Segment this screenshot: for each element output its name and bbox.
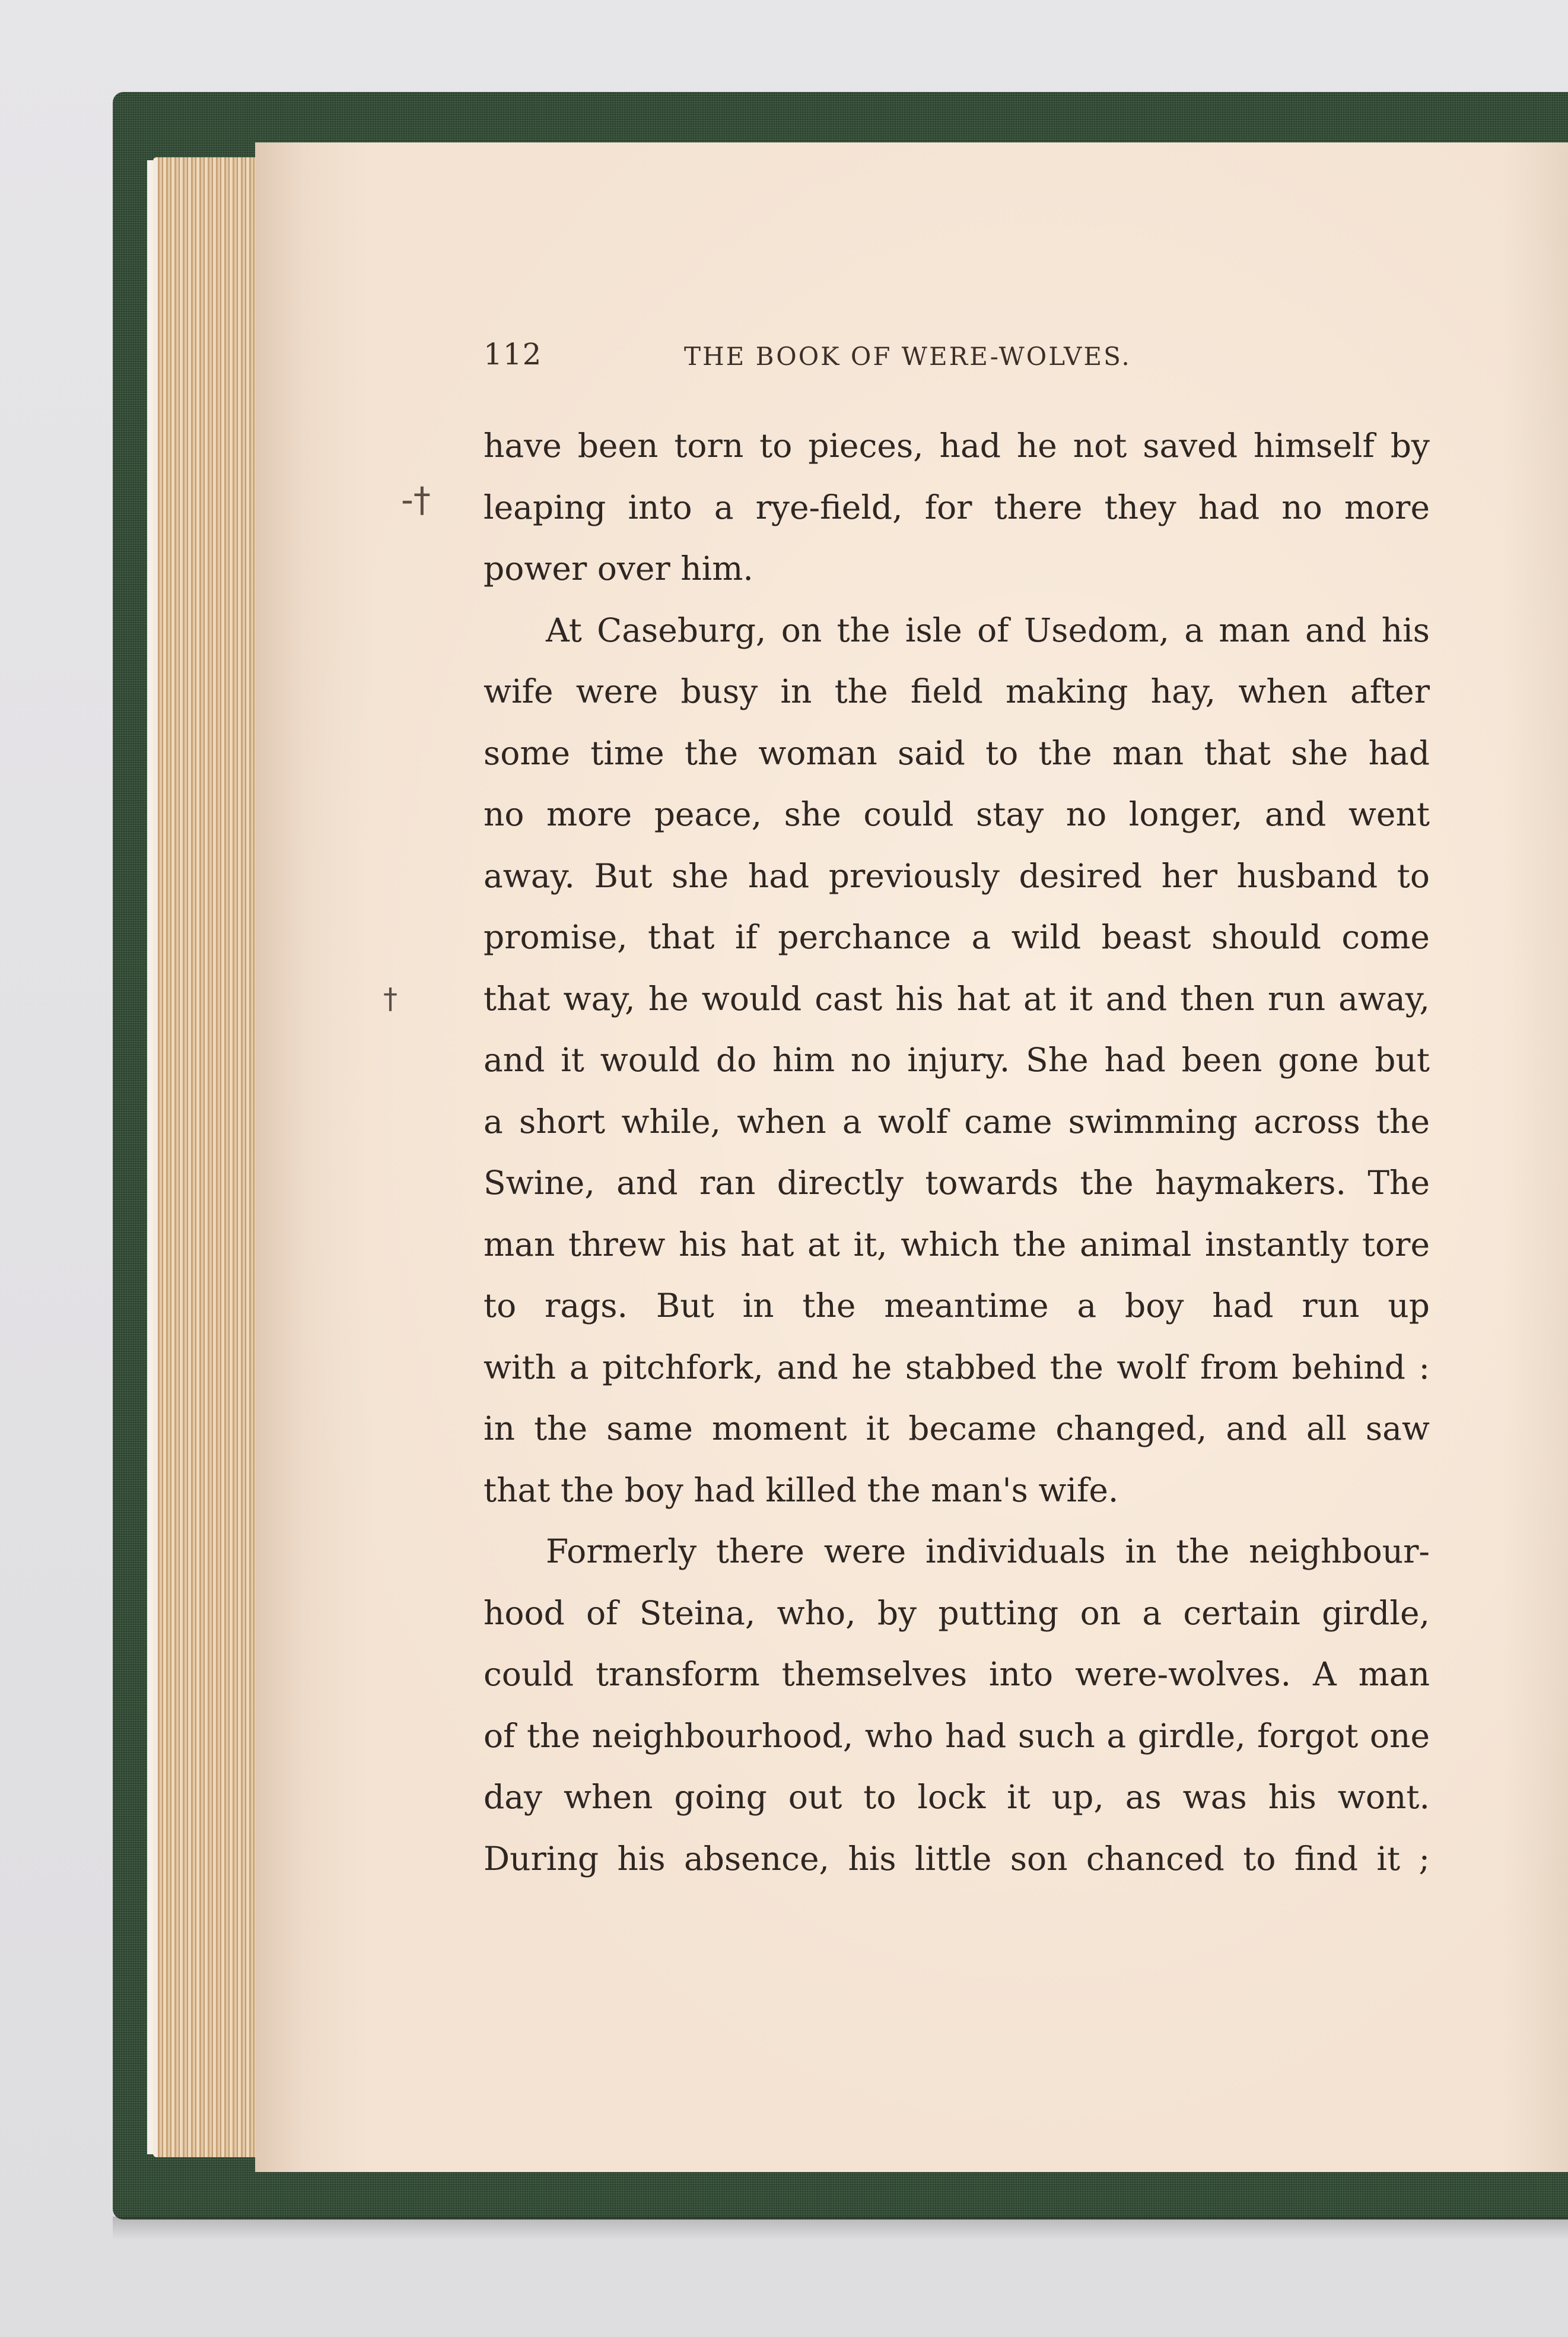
text-line: wife were busy in the field making hay, when after bbox=[484, 672, 1430, 710]
text-line: have been torn to pieces, had he not saved himself by bbox=[484, 427, 1430, 465]
text-line: a short while, when a wolf came swimming across the bbox=[484, 1102, 1430, 1141]
text-line: and it would do him no injury. She had been gone but bbox=[484, 1041, 1430, 1079]
text-line: away. But she had previously desired her husband to bbox=[484, 856, 1430, 895]
text-line: During his absence, his little son chanced to find it ; bbox=[484, 1839, 1430, 1878]
text-line: in the same moment it became changed, and all saw bbox=[484, 1409, 1430, 1447]
text-line: could transform themselves into were-wolves. A man bbox=[484, 1655, 1430, 1693]
text-line: At Caseburg, on the isle of Usedom, a man and his bbox=[546, 611, 1430, 649]
text-line: of the neighbourhood, who had such a girdle, forgot one bbox=[484, 1716, 1430, 1755]
cover-shadow bbox=[113, 2217, 1568, 2240]
text-line: Formerly there were individuals in the neighbour- bbox=[546, 1532, 1430, 1570]
text-line: with a pitchfork, and he stabbed the wolf from behind : bbox=[484, 1348, 1430, 1386]
page-header bbox=[484, 337, 1237, 373]
body-text bbox=[484, 415, 1430, 1890]
text-line: to rags. But in the meantime a boy had run up bbox=[484, 1287, 1430, 1325]
text-line: that way, he would cast his hat at it and then run away, bbox=[484, 979, 1430, 1018]
text-line: Swine, and ran directly towards the haymakers. The bbox=[484, 1164, 1430, 1202]
text-line: power over him. bbox=[484, 550, 753, 588]
running-head: THE BOOK OF WERE-WOLVES. bbox=[684, 342, 1131, 371]
text-line: some time the woman said to the man that she had bbox=[484, 734, 1430, 772]
text-line: leaping into a rye-field, for there they had no more bbox=[484, 488, 1430, 526]
text-line: day when going out to lock it up, as was his wont. bbox=[484, 1778, 1430, 1816]
text-line: man threw his hat at it, which the animal instantly tore bbox=[484, 1225, 1430, 1263]
text-line: no more peace, she could stay no longer, and went bbox=[484, 795, 1430, 833]
page-number: 112 bbox=[484, 337, 542, 371]
text-line: hood of Steina, who, by putting on a certain girdle, bbox=[484, 1593, 1430, 1632]
text-line: that the boy had killed the man's wife. bbox=[484, 1471, 1119, 1509]
margin-mark: † bbox=[383, 982, 397, 1015]
text-line: promise, that if perchance a wild beast should come bbox=[484, 918, 1430, 956]
margin-mark: -† bbox=[401, 480, 431, 520]
